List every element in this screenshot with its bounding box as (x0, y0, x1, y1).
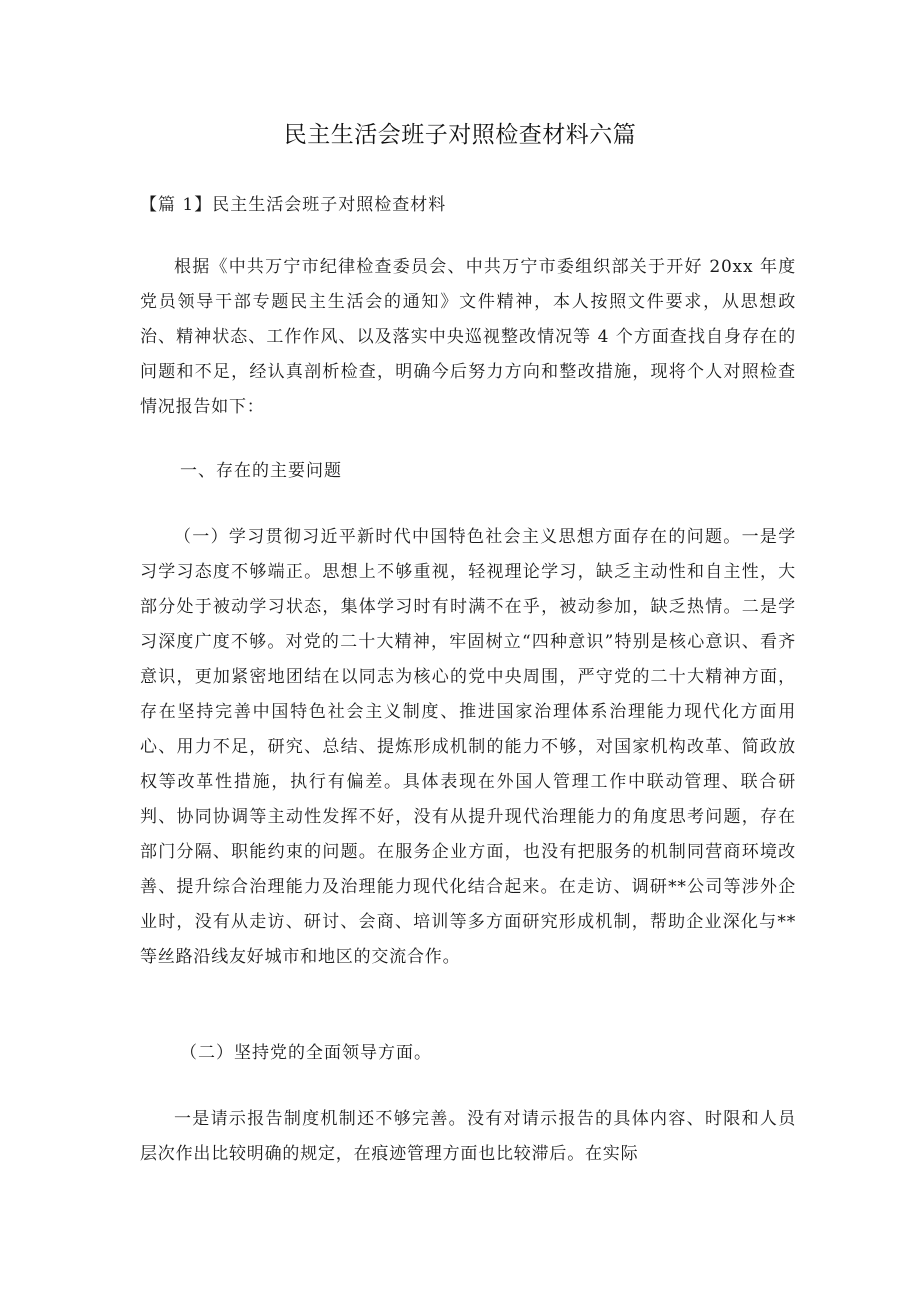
section-label: 【篇 1】民主生活会班子对照检查材料 (140, 195, 447, 215)
heading-main-problems: 一、存在的主要问题 (180, 461, 342, 481)
paragraph-study-problems: （一）学习贯彻习近平新时代中国特色社会主义思想方面存在的问题。一是学习学习态度不够端正。思想上不够重视，轻视理论学习，缺乏主动性和自主性，大部分处于被动学习状态，集体学习时有时满不在乎，被动参加，缺乏热情。二是学习深度广度不够。对党的二十大精神，牢固树立“四种意识”特别是核心意识、看齐意识，更加紧密地团结在以同志为核心的党中央周围，严守党的二十大精神方面，存在坚持完善中国特色社会主义制度、推进国家治理体系治理能力现代化方面用心、用力不足，研究、总结、提炼形成机制的能力不够，对国家机构改革、简政放权等改革性措施，执行有偏差。具体表现在外国人管理工作中联动管理、联合研判、协同协调等主动性发挥不好，没有从提升现代治理能力的角度思考问题，存在部门分隔、职能约束的问题。在服务企业方面，也没有把服务的机制同营商环境改善、提升综合治理能力及治理能力现代化结合起来。在走访、调研**公司等涉外企业时，没有从走访、研讨、会商、培训等多方面研究形成机制，帮助企业深化与**等丝路沿线友好城市和地区的交流合作。 (140, 527, 796, 967)
intro-paragraph: 根据《中共万宁市纪律检查委员会、中共万宁市委组织部关于开好 20xx 年度党员领导干部专题民主生活会的通知》文件精神，本人按照文件要求，从思想政治、精神状态、工作作风、以及落实中央巡视整改情况等 4 个方面查找自身存在的问题和不足，经认真剖析检查，明确今后努力方向和整改措施，现将个人对照检查情况报告如下： (140, 257, 796, 417)
paragraph-report-system: 一是请示报告制度机制还不够完善。没有对请示报告的具体内容、时限和人员层次作出比较明确的规定，在痕迹管理方面也比较滞后。在实际 (140, 1109, 796, 1164)
heading-party-leadership: （二）坚持党的全面领导方面。 (180, 1043, 432, 1063)
document-title: 民主生活会班子对照检查材料六篇 (283, 122, 637, 148)
